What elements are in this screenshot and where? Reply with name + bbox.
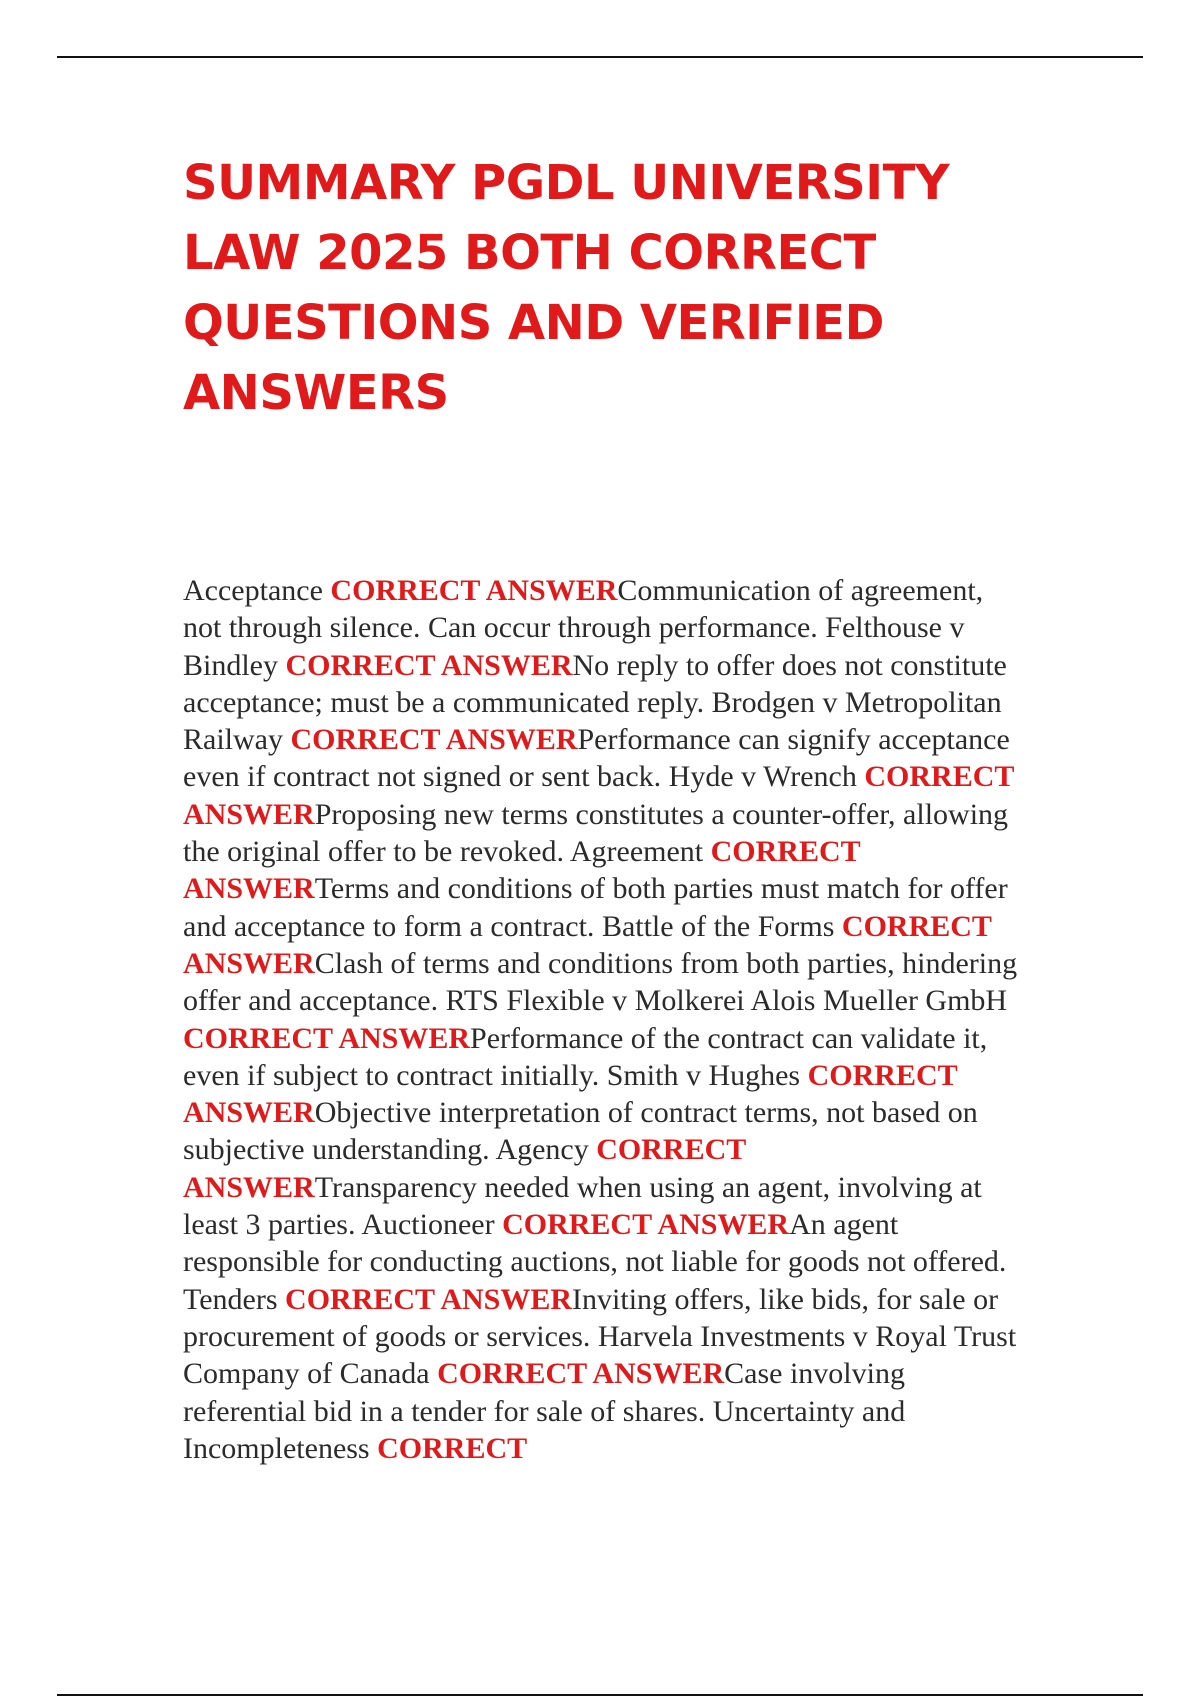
entry-answer: Clash of terms and conditions from both parties, hindering offer and acceptance. — [183, 946, 1018, 1018]
entry-answer: Performance can signify acceptance even if contract not signed or sent back. — [183, 723, 1010, 794]
document-title: SUMMARY PGDL UNIVERSITY LAW 2025 BOTH CORRECT QUESTIONS AND VERIFIED ANSWERS — [183, 155, 950, 421]
entry-answer: Objective interpretation of contract terms, not based on subjective understanding. — [183, 1096, 978, 1167]
entry-answer: Performance of the contract can validate it, even if subject to contract initially. — [183, 1021, 988, 1092]
entry-answer: An agent responsible for conducting auctions, not liable for goods not offered. — [183, 1208, 1007, 1279]
entry-answer: Inviting offers, like bids, for sale or procurement of goods or services. — [183, 1282, 999, 1353]
correct-answer-tag: CORRECT — [377, 1431, 528, 1465]
entry-answer: Case involving referential bid in a tender for sale of shares. — [183, 1357, 905, 1428]
entry-term: RTS Flexible v Molkerei Alois Mueller GmbH — [445, 984, 1008, 1018]
correct-answer-tag: CORRECT ANSWER — [183, 835, 861, 906]
entry-term: Brodgen v Metropolitan Railway — [183, 685, 1002, 757]
correct-answer-tag: CORRECT ANSWER — [285, 648, 573, 682]
answer-body — [183, 572, 1028, 1467]
correct-answer-tag: CORRECT ANSWER — [502, 1208, 790, 1242]
entry-answer: Proposing new terms constitutes a counter-offer, allowing the original offer to be revoked. — [183, 797, 1009, 869]
entry-term: Agreement — [569, 835, 704, 869]
entry-answer: No reply to offer does not constitute acceptance; must be a communicated reply. — [183, 648, 1007, 719]
entry-term: Hyde v Wrench — [668, 760, 857, 794]
correct-answer-tag: CORRECT ANSWER — [183, 1133, 746, 1204]
correct-answer-tag: CORRECT ANSWER — [437, 1357, 725, 1391]
correct-answer-tag: CORRECT ANSWER — [330, 574, 618, 607]
top-rule — [57, 56, 1143, 58]
entry-answer: Transparency needed when using an agent, involving at least 3 parties. — [183, 1170, 982, 1242]
correct-answer-tag: CORRECT ANSWER — [183, 1021, 471, 1055]
correct-answer-tag: CORRECT ANSWER — [183, 760, 1014, 831]
entry-answer: Communication of agreement, not through silence. Can occur through performance. — [183, 574, 984, 645]
entry-term: Uncertainty and Incompleteness — [183, 1394, 906, 1465]
entry-term: Agency — [495, 1133, 589, 1167]
bottom-rule — [57, 1694, 1143, 1696]
correct-answer-tag: CORRECT ANSWER — [183, 1058, 958, 1130]
entry-term: Felthouse v Bindley — [183, 611, 965, 682]
correct-answer-tag: CORRECT ANSWER — [183, 909, 992, 980]
entry-term: Acceptance — [183, 574, 323, 607]
entry-term: Auctioneer — [361, 1208, 495, 1242]
entry-term: Harvela Investments v Royal Trust Company of Canada — [183, 1319, 1017, 1391]
entry-term: Battle of the Forms — [601, 909, 835, 943]
entry-answer: Terms and conditions of both parties must match for offer and acceptance to form a contract. — [183, 872, 1008, 943]
entry-term: Smith v Hughes — [606, 1058, 801, 1092]
entry-term: Tenders — [183, 1282, 278, 1316]
correct-answer-tag: CORRECT ANSWER — [285, 1282, 573, 1316]
correct-answer-tag: CORRECT ANSWER — [290, 723, 578, 757]
